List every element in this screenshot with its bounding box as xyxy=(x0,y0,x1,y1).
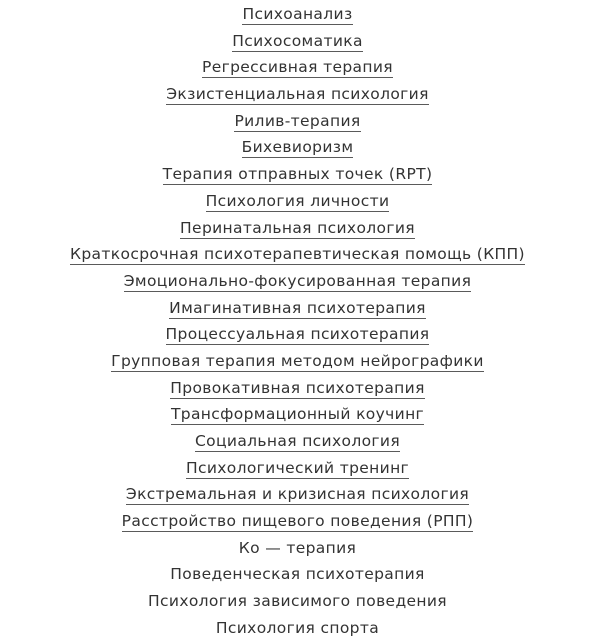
link-psychological-training[interactable]: Психологический тренинг xyxy=(185,458,410,477)
list-item xyxy=(0,82,595,109)
text-behavioral-psychotherapy: Поведенческая психотерапия xyxy=(170,565,425,584)
link-existential-psychology[interactable]: Экзистенциальная психология xyxy=(166,85,429,104)
list-item xyxy=(0,376,595,403)
list-item xyxy=(0,349,595,376)
link-transformational-coaching[interactable]: Трансформационный коучинг xyxy=(170,405,425,424)
list-item xyxy=(0,162,595,189)
list-item xyxy=(0,536,595,563)
link-process-psychotherapy[interactable]: Процессуальная психотерапия xyxy=(165,325,430,344)
list-item xyxy=(0,269,595,296)
list-item xyxy=(0,296,595,323)
link-imaginative-psychotherapy[interactable]: Имагинативная психотерапия xyxy=(169,298,426,317)
text-addiction-psychology: Психология зависимого поведения xyxy=(148,592,447,611)
list-item xyxy=(0,2,595,29)
list-item xyxy=(0,589,595,616)
list-item xyxy=(0,216,595,243)
link-rpt-therapy[interactable]: Терапия отправных точек (RPT) xyxy=(162,165,433,184)
list-item xyxy=(0,29,595,56)
list-item xyxy=(0,402,595,429)
list-item xyxy=(0,109,595,136)
link-social-psychology[interactable]: Социальная психология xyxy=(194,432,401,450)
list-item xyxy=(0,429,595,456)
list-item xyxy=(0,242,595,269)
list-item xyxy=(0,482,595,509)
list-item xyxy=(0,135,595,162)
list-item xyxy=(0,55,595,82)
link-neurographics-group-therapy[interactable]: Групповая терапия методом нейрографики xyxy=(111,351,484,370)
list-item xyxy=(0,456,595,483)
list-item xyxy=(0,616,595,643)
link-crisis-psychology[interactable]: Экстремальная и кризисная психология xyxy=(125,485,470,504)
list-item xyxy=(0,562,595,589)
link-provocative-psychotherapy[interactable]: Провокативная психотерапия xyxy=(170,378,425,397)
link-behaviorism[interactable]: Бихевиоризм xyxy=(241,138,354,157)
list-item xyxy=(0,322,595,349)
link-releve-therapy[interactable]: Рилив-терапия xyxy=(234,111,361,130)
link-eating-disorders[interactable]: Расстройство пищевого поведения (РПП) xyxy=(121,512,474,531)
list-item xyxy=(0,189,595,216)
link-psychoanalysis[interactable]: Психоанализ xyxy=(242,5,353,23)
link-personality-psychology[interactable]: Психология личности xyxy=(205,191,390,210)
link-short-term-help[interactable]: Краткосрочная психотерапевтическая помощь (КПП) xyxy=(70,245,525,264)
link-regressive-therapy[interactable]: Регрессивная терапия xyxy=(202,58,393,77)
text-sport-psychology: Психология спорта xyxy=(215,618,380,637)
list-item xyxy=(0,509,595,536)
link-perinatal-psychology[interactable]: Перинатальная психология xyxy=(180,218,415,237)
text-co-therapy: Ко — терапия xyxy=(238,538,357,557)
link-psychosomatics[interactable]: Психосоматика xyxy=(232,31,363,50)
link-emotion-focused-therapy[interactable]: Эмоционально-фокусированная терапия xyxy=(123,271,472,290)
